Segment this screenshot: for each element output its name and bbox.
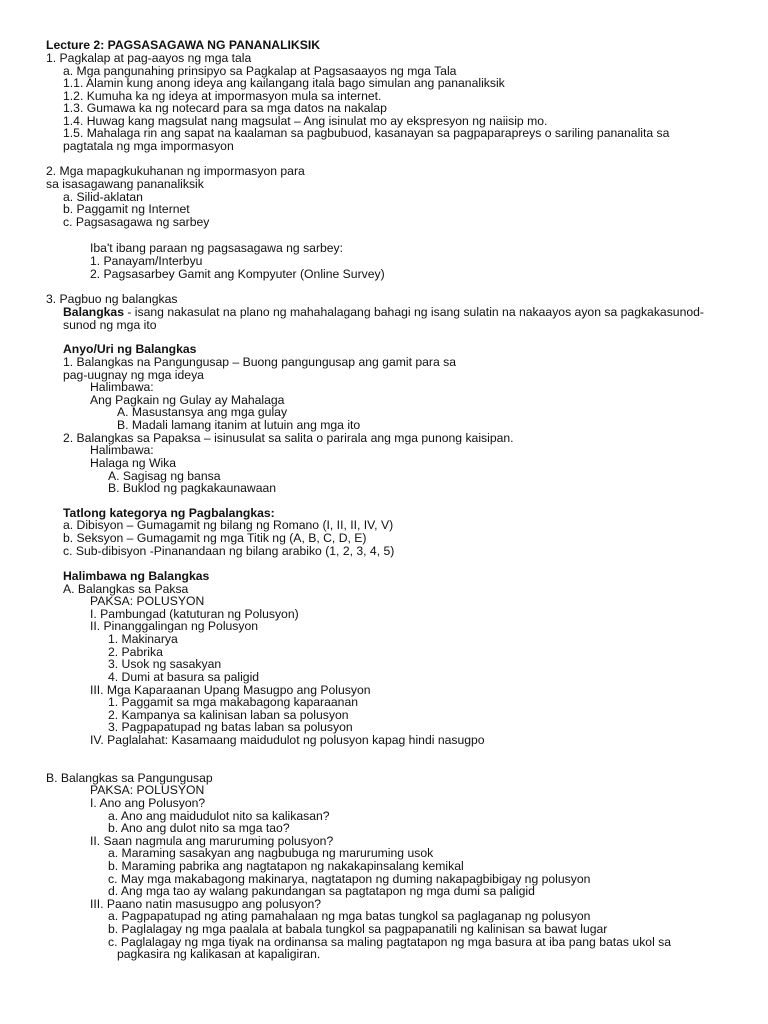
list-item: a. Mga pangunahing prinsipyo sa Pagkalap at Pagsasaayos ng mga Tala xyxy=(63,64,457,78)
outline-heading: B. Balangkas sa Pangungusap xyxy=(46,771,213,785)
subheading: Iba't ibang paraan ng pagsasagawa ng sarbey: xyxy=(90,241,344,255)
example-topic: Halaga ng Wika xyxy=(90,456,177,470)
outline-topic: PAKSA: POLUSYON xyxy=(90,594,205,608)
outline-subitem: 2. Kampanya sa kalinisan laban sa polusyon xyxy=(108,708,349,722)
example-label: Halimbawa: xyxy=(90,443,154,457)
list-item: 1.5. Mahalaga rin ang sapat na kaalaman sa pagbubuod, kasanayan sa pagpaparapreys o sariling pananalita sa xyxy=(63,126,670,140)
list-item: A. Sagisag ng bansa xyxy=(108,469,221,483)
outline-subitem: b. Ano ang dulot nito sa mga tao? xyxy=(108,821,290,835)
list-item: B. Buklod ng pagkakaunawaan xyxy=(108,481,277,495)
list-item: c. Pagsasagawa ng sarbey xyxy=(63,215,210,229)
outline-subitem: 3. Usok ng sasakyan xyxy=(108,657,222,671)
list-item: 2. Balangkas sa Papaksa – isinusulat sa salita o parirala ang mga punong kaisipan. xyxy=(63,431,514,445)
outline-subitem: 4. Dumi at basura sa paligid xyxy=(108,670,260,684)
list-item: 2. Pagsasarbey Gamit ang Kompyuter (Online Survey) xyxy=(90,267,385,281)
outline-item: II. Pinanggalingan ng Polusyon xyxy=(90,619,259,633)
example-topic: Ang Pagkain ng Gulay ay Mahalaga xyxy=(90,393,285,407)
list-item: b. Paggamit ng Internet xyxy=(63,202,190,216)
definition-text: - isang nakasulat na plano ng mahahalagang bahagi ng isang sulatin na nakaayos ayon sa pagkakasunod- xyxy=(123,305,704,319)
list-item: 1.1. Alamin kung anong ideya ang kailangang itala bago simulan ang pananaliksik xyxy=(63,76,505,90)
definition xyxy=(63,306,704,319)
list-item: A. Masustansya ang mga gulay xyxy=(117,405,288,419)
outline-item: IV. Paglalahat: Kasamaang maidudulot ng polusyon kapag hindi nasugpo xyxy=(90,733,485,747)
outline-subitem: b. Maraming pabrika ang nagtatapon ng nakakapinsalang kemikal xyxy=(108,859,464,873)
list-item: 1.2. Kumuha ka ng ideya at impormasyon mula sa internet. xyxy=(63,89,382,103)
outline-subitem: a. Pagpapatupad ng ating pamahalaan ng mga batas tungkol sa paglaganap ng polusyon xyxy=(108,909,591,923)
section-heading: 3. Pagbuo ng balangkas xyxy=(46,292,178,306)
section-heading-continuation: sa isasagawang pananaliksik xyxy=(46,177,204,191)
outline-subitem: b. Paglalagay ng mga paalala at babala tungkol sa pagpapanatili ng kalinisan sa bawat lugar xyxy=(108,922,608,936)
outline-item: I. Pambungad (katuturan ng Polusyon) xyxy=(90,607,299,621)
outline-subitem: d. Ang mga tao ay walang pakundangan sa pagtatapon ng mga dumi sa paligid xyxy=(108,884,535,898)
list-item: 1. Balangkas na Pangungusap – Buong pangungusap ang gamit para sa xyxy=(63,355,457,369)
outline-heading: A. Balangkas sa Paksa xyxy=(63,582,189,596)
subheading: Halimbawa ng Balangkas xyxy=(63,569,210,583)
outline-subitem: 1. Makinarya xyxy=(108,632,178,646)
outline-topic: PAKSA: POLUSYON xyxy=(90,783,205,797)
subheading: Anyo/Uri ng Balangkas xyxy=(63,342,197,356)
list-item-continuation: pag-uugnay ng mga ideya xyxy=(63,368,204,382)
outline-subitem: a. Maraming sasakyan ang nagbubuga ng maruruming usok xyxy=(108,846,434,860)
document-title: Lecture 2: PAGSASAGAWA NG PANANALIKSIK xyxy=(46,38,321,52)
list-item-continuation: pagtatala ng mga impormasyon xyxy=(63,139,234,153)
list-item: b. Seksyon – Gumagamit ng mga Titik ng (A, B, C, D, E) xyxy=(63,531,367,545)
example-label: Halimbawa: xyxy=(90,380,154,394)
list-item: 1.4. Huwag kang magsulat nang magsulat – Ang isinulat mo ay ekspresyon ng naiisip mo. xyxy=(63,114,548,128)
subheading: Tatlong kategorya ng Pagbalangkas: xyxy=(63,506,275,520)
outline-item: II. Saan nagmula ang maruruming polusyon? xyxy=(90,834,334,848)
list-item: 1.3. Gumawa ka ng notecard para sa mga datos na nakalap xyxy=(63,101,387,115)
outline-subitem: c. Paglalagay ng mga tiyak na ordinansa sa maling pagtatapon ng mga basura at iba pang batas ukol sa xyxy=(108,935,672,949)
outline-subitem: 3. Pagpapatupad ng batas laban sa polusyon xyxy=(108,720,353,734)
outline-item: III. Mga Kaparaanan Upang Masugpo ang Polusyon xyxy=(90,683,371,697)
outline-subitem: 1. Paggamit sa mga makabagong kaparaanan xyxy=(108,695,359,709)
outline-subitem: 2. Pabrika xyxy=(108,645,163,659)
list-item: a. Silid-aklatan xyxy=(63,190,143,204)
section-heading: 1. Pagkalap at pag-aayos ng mga tala xyxy=(46,51,252,65)
section-heading: 2. Mga mapagkukuhanan ng impormasyon para xyxy=(46,164,305,178)
outline-subitem-continuation: pagkasira ng kalikasan at kapaligiran. xyxy=(117,947,321,961)
outline-item: I. Ano ang Polusyon? xyxy=(90,796,206,810)
outline-item: III. Paano natin masusugpo ang polusyon? xyxy=(90,897,322,911)
definition-term: Balangkas xyxy=(63,305,124,319)
outline-subitem: c. May mga makabagong makinarya, nagtatapon ng duming nakapagbibigay ng polusyon xyxy=(108,872,591,886)
outline-subitem: a. Ano ang maidudulot nito sa kalikasan? xyxy=(108,809,330,823)
definition-continuation: sunod ng mga ito xyxy=(63,318,157,332)
list-item: B. Madali lamang itanim at lutuin ang mga ito xyxy=(117,418,361,432)
list-item: 1. Panayam/Interbyu xyxy=(90,254,203,268)
list-item: c. Sub-dibisyon -Pinanandaan ng bilang arabiko (1, 2, 3, 4, 5) xyxy=(63,544,395,558)
list-item: a. Dibisyon – Gumagamit ng bilang ng Romano (I, II, II, IV, V) xyxy=(63,518,394,532)
